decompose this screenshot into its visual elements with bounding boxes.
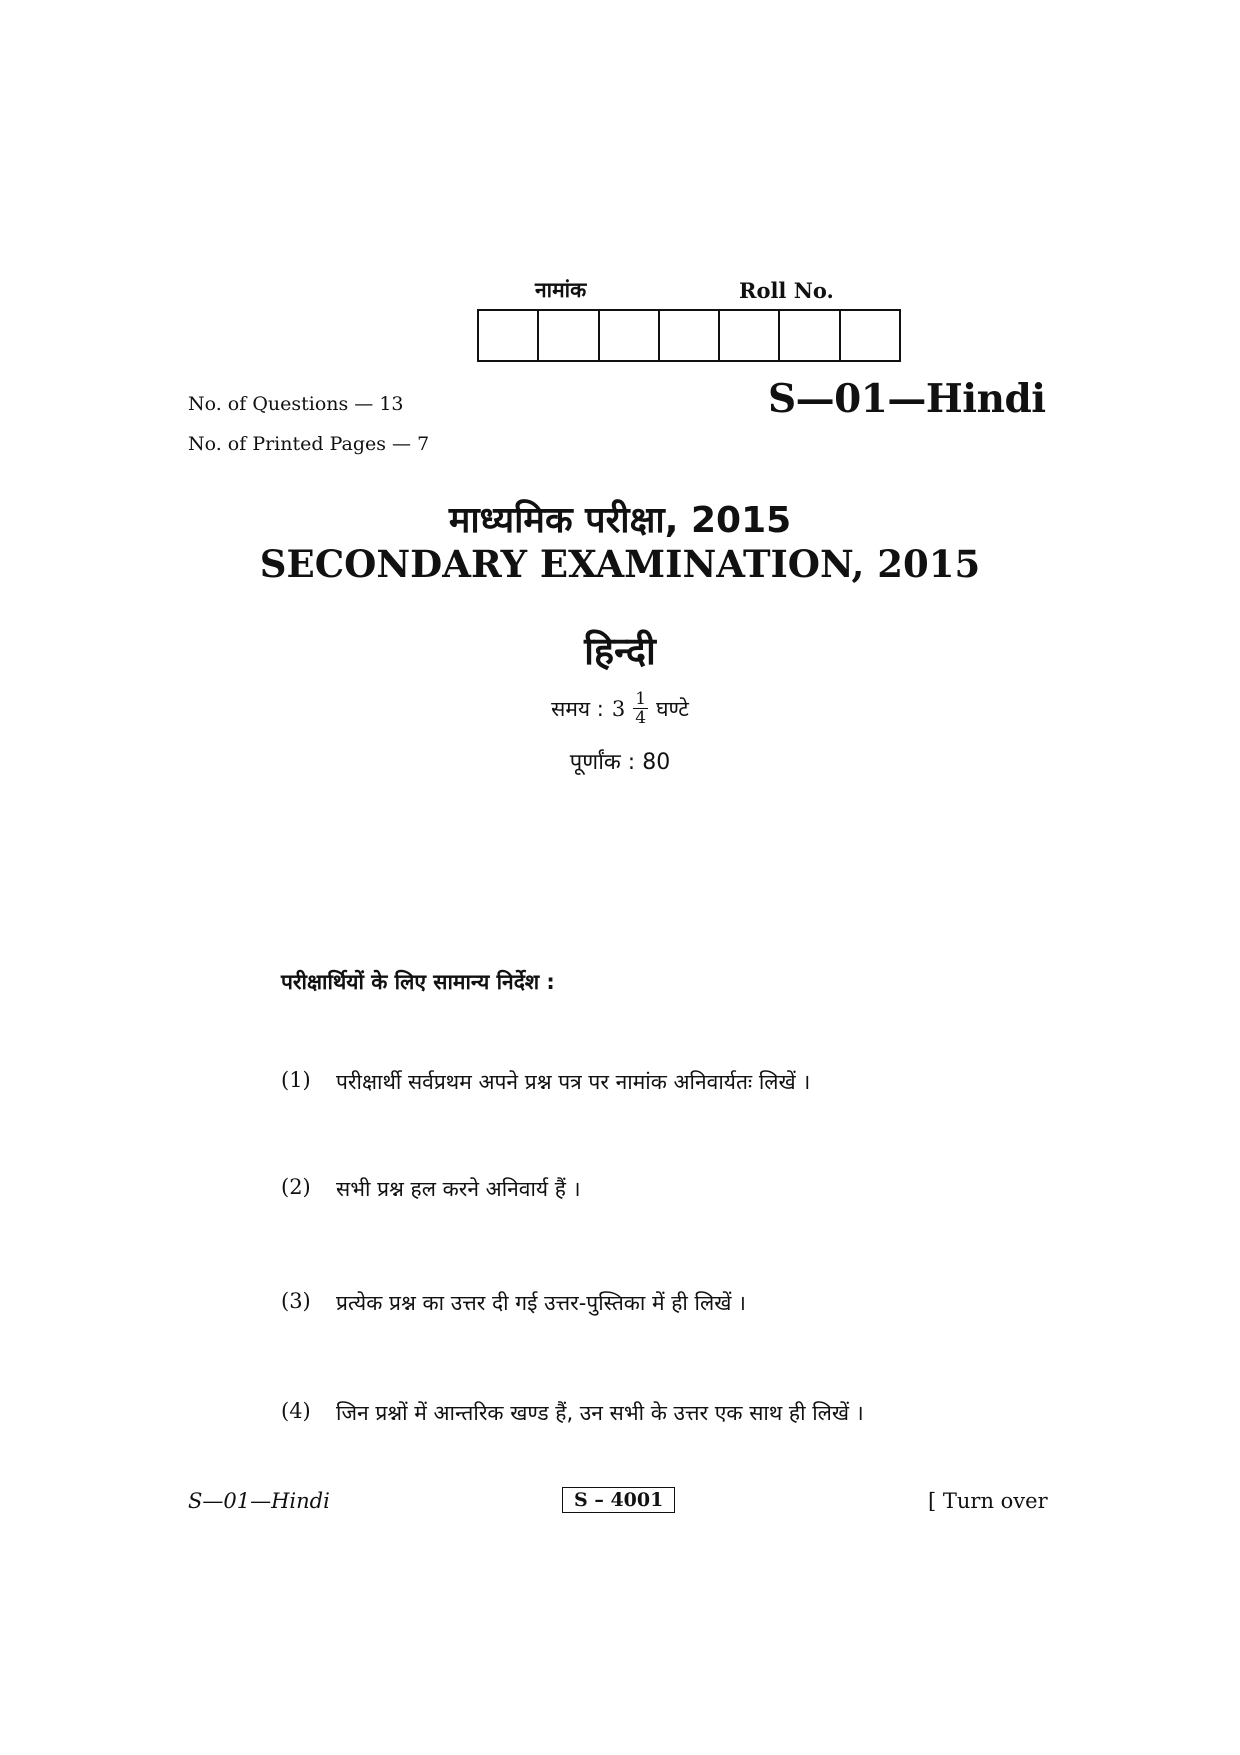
roll-number-label-hindi: नामांक (535, 278, 587, 302)
turn-over-note: [ Turn over (928, 1489, 1048, 1513)
number-of-questions: No. of Questions — 13 (188, 393, 404, 415)
roll-number-cell[interactable] (841, 311, 899, 360)
instruction-number: (1) (281, 1068, 311, 1092)
instruction-number: (4) (281, 1399, 311, 1423)
fraction-denominator: 4 (635, 708, 647, 728)
footer-paper-code: S—01—Hindi (188, 1489, 330, 1513)
time-label: समय : (551, 696, 604, 721)
roll-number-box (477, 309, 901, 362)
instruction-item (281, 1175, 581, 1203)
roll-number-cell[interactable] (780, 311, 840, 360)
roll-number-label-english: Roll No. (739, 278, 834, 303)
exam-duration (0, 690, 1240, 727)
instruction-number: (2) (281, 1175, 311, 1199)
time-whole: 3 (611, 696, 626, 721)
subject-title: हिन्दी (584, 629, 656, 673)
instruction-text: परीक्षार्थी सर्वप्रथम अपने प्रश्न पत्र पर नामांक अनिवार्यतः लिखें । (336, 1070, 811, 1094)
maximum-marks: पूर्णांक : 80 (569, 750, 671, 775)
time-fraction (633, 690, 648, 727)
number-of-printed-pages: No. of Printed Pages — 7 (188, 433, 430, 455)
instruction-item (281, 1399, 864, 1427)
instructions-heading: परीक्षार्थियों के लिए सामान्य निर्देश : (281, 970, 555, 994)
exam-title-hindi: माध्यमिक परीक्षा, 2015 (448, 500, 792, 541)
roll-number-cell[interactable] (539, 311, 599, 360)
roll-number-cell[interactable] (660, 311, 720, 360)
fraction-numerator: 1 (635, 689, 647, 709)
time-unit: घण्टे (656, 696, 689, 721)
instruction-text: सभी प्रश्न हल करने अनिवार्य हैं । (336, 1177, 581, 1201)
exam-title-english: SECONDARY EXAMINATION, 2015 (259, 542, 981, 586)
instruction-text: प्रत्येक प्रश्न का उत्तर दी गई उत्तर-पुस्तिका में ही लिखें । (336, 1291, 747, 1315)
instruction-text: जिन प्रश्नों में आन्तरिक खण्ड हैं, उन सभी के उत्तर एक साथ ही लिखें । (336, 1401, 864, 1425)
roll-number-cell[interactable] (600, 311, 660, 360)
instruction-item (281, 1289, 746, 1317)
roll-number-cell[interactable] (479, 311, 539, 360)
roll-number-cell[interactable] (720, 311, 780, 360)
paper-code: S—01—Hindi (768, 376, 1046, 422)
instruction-number: (3) (281, 1289, 311, 1313)
instruction-item (281, 1068, 810, 1096)
footer-exam-code: S – 4001 (562, 1487, 675, 1513)
